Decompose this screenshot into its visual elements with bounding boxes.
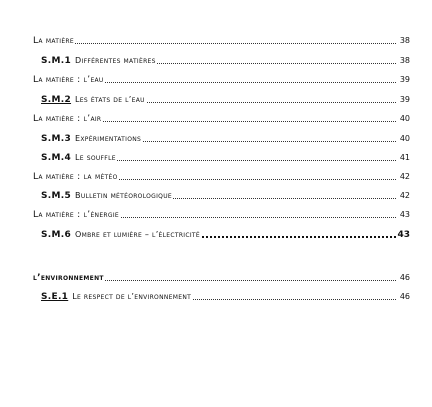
- toc-entry-text: Les états de l’eau: [75, 95, 145, 104]
- toc-entry-se1[interactable]: [0, 290, 432, 304]
- toc-entry-code: S.E.1: [41, 292, 69, 302]
- toc-entry-page: 46: [396, 271, 410, 285]
- toc-entry-title: La matière: [33, 36, 74, 46]
- toc-entry-code: S.M.1: [41, 56, 72, 66]
- toc-entry-title: La matière : l’eau: [33, 75, 104, 85]
- toc-entry-la-matiere-eau[interactable]: [0, 73, 432, 87]
- toc-entry-la-matiere-energie[interactable]: [0, 208, 432, 222]
- toc-entry-page: 39: [396, 73, 410, 87]
- toc-entry-sm1[interactable]: [0, 54, 432, 68]
- toc-entry-sm3[interactable]: [0, 132, 432, 146]
- toc-entry-title: [41, 93, 146, 107]
- toc-entry-la-matiere-air[interactable]: [0, 112, 432, 126]
- toc-entry-text: Différentes matières: [75, 56, 156, 65]
- toc-entry-sm2[interactable]: [0, 93, 432, 107]
- toc-entry-page: 43: [397, 230, 410, 240]
- toc-entry-page: 42: [396, 170, 410, 184]
- toc-entry-text: Ombre et lumière – l’électricité: [75, 230, 200, 239]
- dot-leader: [33, 43, 396, 44]
- toc-entry-page: 39: [396, 93, 410, 107]
- toc-entry-code: S.M.4: [41, 153, 72, 163]
- toc-entry-sm6[interactable]: [0, 228, 432, 242]
- toc-entry-text: Le respect de l’environnement: [72, 292, 192, 301]
- toc-entry-page: 38: [396, 54, 410, 68]
- toc-entry-code: S.M.6: [41, 230, 72, 240]
- toc-entry-la-matiere[interactable]: [0, 34, 432, 48]
- toc-entry-title: [41, 132, 142, 146]
- toc-entry-title: [41, 189, 173, 203]
- toc-entry-environnement[interactable]: [0, 271, 432, 285]
- toc-entry-text: Bulletin météorologique: [75, 191, 172, 200]
- toc-entry-page: 41: [396, 151, 410, 165]
- toc-entry-page: 43: [396, 208, 410, 222]
- toc-entry-la-matiere-meteo[interactable]: [0, 170, 432, 184]
- toc-entry-sm4[interactable]: [0, 151, 432, 165]
- toc-entry-code: S.M.3: [41, 134, 72, 144]
- toc-entry-page: 40: [396, 112, 410, 126]
- toc-entry-code: S.M.5: [41, 191, 72, 201]
- toc-entry-page: 38: [396, 34, 410, 48]
- toc-entry-code: S.M.2: [41, 95, 72, 105]
- toc-entry-page: 40: [396, 132, 410, 146]
- toc-entry-title: La matière : la météo: [33, 172, 118, 182]
- toc-entry-title: l’environnement: [33, 273, 104, 283]
- toc-entry-text: Le souffle: [75, 153, 116, 162]
- toc-entry-title: La matière : l’énergie: [33, 210, 119, 220]
- toc-entry-title: La matière : l’air: [33, 114, 102, 124]
- toc-entry-title: [41, 54, 157, 68]
- toc-entry-title: [41, 151, 117, 165]
- toc-entry-page: 42: [396, 189, 410, 203]
- toc-entry-title: [41, 290, 192, 304]
- toc-entry-text: Expérimentations: [75, 134, 142, 143]
- toc-entry-title: [41, 228, 201, 242]
- toc-entry-sm5[interactable]: [0, 189, 432, 203]
- toc-entry-page: 46: [396, 290, 410, 304]
